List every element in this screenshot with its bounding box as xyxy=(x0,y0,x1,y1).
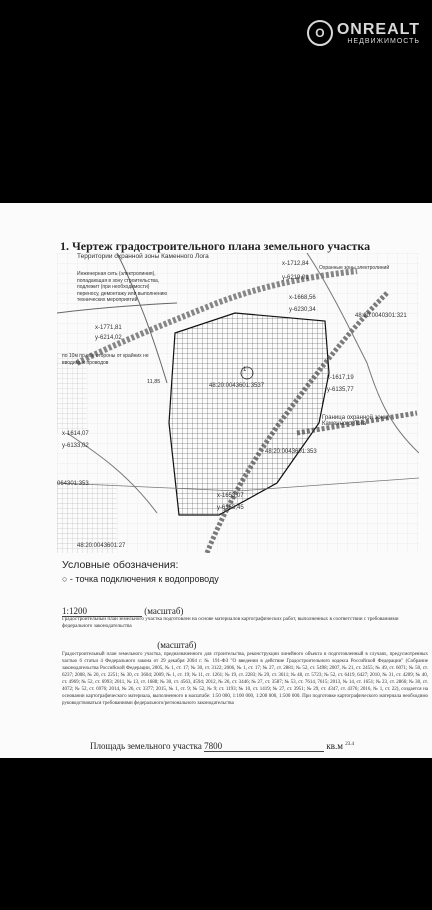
area-value: 7800 xyxy=(204,741,324,752)
area-label: Площадь земельного участка xyxy=(90,741,202,751)
area-unit: кв.м xyxy=(326,741,343,751)
electro-note: по 10м по обе стороны от крайних не вводимых проводов xyxy=(62,353,149,366)
watermark xyxy=(307,20,420,46)
area-footnote: 23.4 xyxy=(345,742,354,747)
cadastral-number: 48:20:0043601:27 xyxy=(77,543,126,549)
coord-label: у-6230,34 xyxy=(289,307,316,313)
coord-label: у-6133,02 xyxy=(62,443,89,449)
coord-label: у-6153,45 xyxy=(217,505,244,511)
watermark-subtitle: НЕДВИЖИМОСТЬ xyxy=(347,37,420,45)
scale-value: 1:1200 xyxy=(62,606,142,617)
coord-label: х-1617,19 xyxy=(327,375,354,381)
zone-header-label: Территории охранной зоны Каменного Лога xyxy=(77,253,209,260)
scale-line-2 xyxy=(155,640,196,650)
cadastral-number: 48:20:0043601:3537 xyxy=(209,383,265,389)
cadastral-number: 064301:353 xyxy=(57,481,89,487)
plot-drawing xyxy=(57,253,419,553)
plot-number: 1 xyxy=(243,367,247,373)
legend-title: Условные обозначения: xyxy=(62,559,179,571)
scale-note-2: Градостроительный план земельного участка, предназначенного для строительства, реконструкции линейного объекта и подготовленный в случаях, предусмотренных частью 6 статьи 4 Федерального закона от 29 декабря 2004 г. № 191-ФЗ "О введении в действие Градостроительного кодекса Российской Федерации" (Собрание законодательства Российской Федерации, 2005, № 1, ст. 17; № 30, ст. 3122; 2006, № 1, ст. 17; № 27, ст. 2881; № 52, ст. 5498; 2007, № 21, ст. 2455; № 49, ст. 6071; № 50, ст. 6237; 2008, № 20, ст. 2251; № 30, ст. 3604; 2009, № 1, ст. 19; № 11, ст. 1261; № 19, ст. 2283; № 29, ст. 3611; № 48, ст. 5723; № 52, ст. 6419, 6427; 2010, № 31, ст. 4209; № 40, ст. 4969; № 52, ст. 6993; 2011, № 13, ст. 1688; № 30, ст. 4563, 4594; 2012, № 26, ст. 3446; № 27, ст. 3587; № 53, ст. 7614, 7615; 2013, № 14, ст. 1651; № 23, ст. 2866; № 30, ст. 4072; № 52, ст. 6976; 2014, № 26, ст. 3377; 2015, № 1, ст. 9; № 52, № 9; ст. 1193; № 10, ст. 1419; № 27, ст. 3951; № 29, ст. 4347, ст. 4376; 2016, № 1, ст. 22), создается на основании картографического материала, выполненного в масштабе: 1:50 000, 1:100 000, 1:200 000, 1:500 000. При подготовке картографического материала необходимо руководствоваться требованиями федерального/регионального законодательства xyxy=(62,652,428,706)
coord-label: у-6219,01 xyxy=(282,275,309,281)
legend-item: ○ - точка подключения к водопроводу xyxy=(62,574,219,584)
dimension-label: 11,85 xyxy=(147,379,161,385)
document-page xyxy=(0,203,432,758)
onrealt-logo-icon: O xyxy=(307,20,333,46)
cadastral-number: 48:20:0043601:353 xyxy=(265,449,317,455)
coord-label: х-1614,07 xyxy=(62,431,89,437)
document-title: 1. Чертеж градостроительного плана земельного участка xyxy=(60,239,371,253)
scale-suffix: (масштаб) xyxy=(157,640,197,650)
coord-label: х-1668,56 xyxy=(289,295,316,301)
scale-note-1: Градостроительный план земельного участка подготовлен на основе материалов картографических работ, выполненных в соответствии с требованиями федерального законодательства xyxy=(62,616,399,630)
electro-zone-label: Охранные зоны электролиний xyxy=(319,265,390,271)
watermark-brand: ONREALT xyxy=(336,20,420,38)
coord-label: х-1653,07 xyxy=(217,493,244,499)
cadastral-number: 48:20:0040301:321 xyxy=(355,313,407,319)
boundary-label: Граница охранной зоны Каменного Лога xyxy=(322,415,389,427)
coord-label: у-6214,02 xyxy=(95,335,122,341)
coord-label: х-1712,84 xyxy=(282,261,309,267)
network-note: Инженерная сеть (электролиния), попадающая в зону строительства, подлежит (при необходимости) переносу, демонтажу или выполнению технических мероприятий xyxy=(77,271,168,303)
coord-label: х-1771,81 xyxy=(95,325,122,331)
scale-suffix: (масштаб) xyxy=(144,606,184,616)
area-line xyxy=(90,741,354,752)
coord-label: у-6135,77 xyxy=(327,387,354,393)
